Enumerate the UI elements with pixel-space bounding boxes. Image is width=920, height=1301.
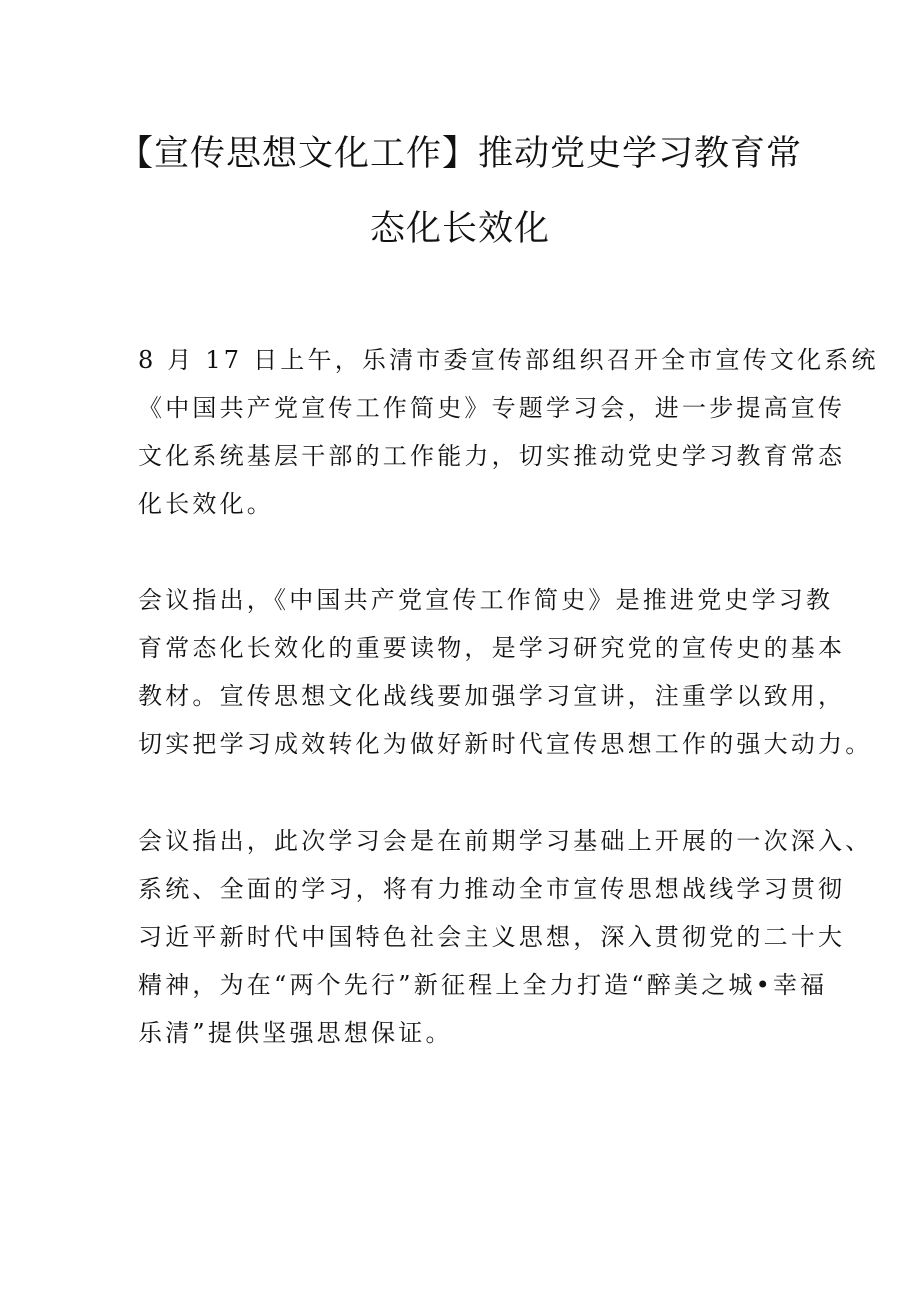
paragraph-1: [138, 336, 879, 528]
paragraph-line: 文化系统基层干部的工作能力，切实推动党史学习教育常态: [138, 442, 846, 470]
paragraph-line: 习近平新时代中国特色社会主义思想，深入贯彻党的二十大: [138, 923, 846, 951]
paragraph-line: 会议指出，《中国共产党宣传工作简史》是推进党史学习教: [138, 586, 834, 614]
paragraph-3: [138, 817, 873, 1057]
paragraph-line: 化长效化。: [138, 490, 274, 518]
paragraph-line: 教材。宣传思想文化战线要加强学习宣讲，注重学以致用，: [138, 682, 846, 710]
document-title-line-2: 态化长效化: [369, 209, 550, 249]
paragraph-line: 切实把学习成效转化为做好新时代宣传思想工作的强大动力。: [138, 730, 873, 758]
paragraph-line: 育常态化长效化的重要读物，是学习研究党的宣传史的基本: [138, 634, 846, 662]
paragraph-line: 精神，为在“两个先行”新征程上全力打造“醉美之城•幸福: [138, 971, 828, 999]
paragraph-line: 《中国共产党宣传工作简史》专题学习会，进一步提高宣传: [138, 394, 846, 422]
paragraph-line: 乐清”提供坚强思想保证。: [138, 1019, 453, 1047]
paragraph-line: 8 月 17 日上午，乐清市委宣传部组织召开全市宣传文化系统: [138, 346, 879, 374]
paragraph-line: 系统、全面的学习，将有力推动全市宣传思想战线学习贯彻: [138, 875, 846, 903]
document-title-line-1: 【宣传思想文化工作】推动党史学习教育常: [117, 134, 802, 174]
paragraph-2: [138, 576, 873, 768]
paragraph-line: 会议指出，此次学习会是在前期学习基础上开展的一次深入、: [138, 827, 873, 855]
